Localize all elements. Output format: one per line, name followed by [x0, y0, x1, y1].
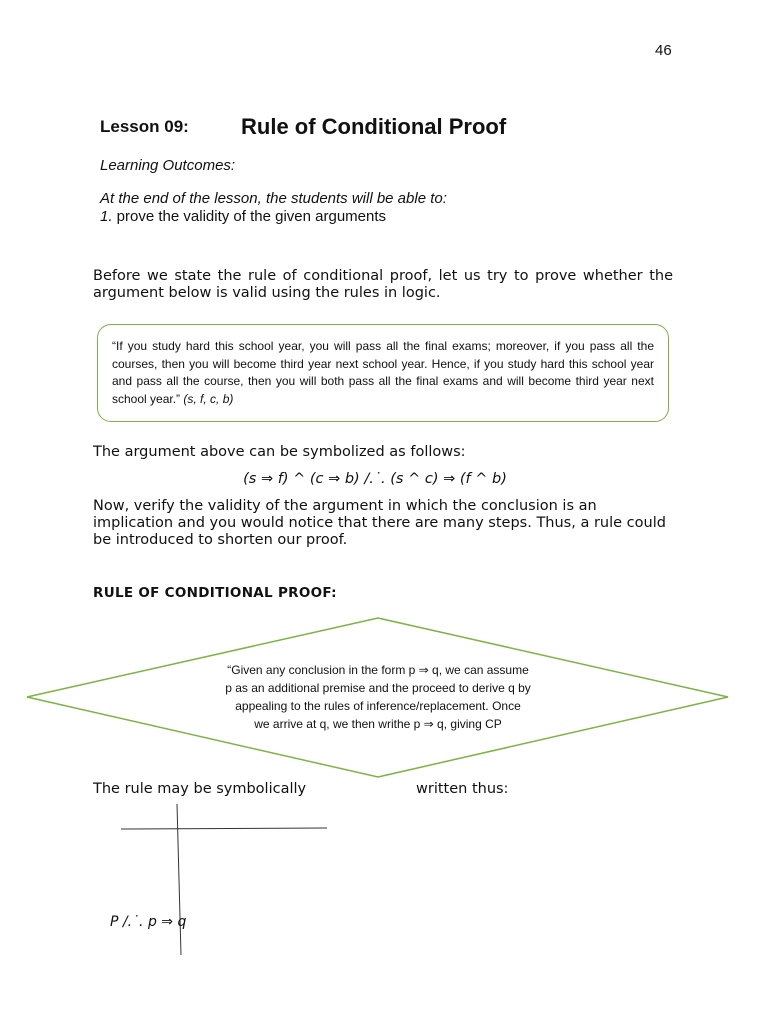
symbolic-formula	[0, 471, 768, 487]
page-number: 46	[655, 42, 672, 59]
rule-line: “Given any conclusion in the form p ⇒ q, we can assume	[227, 663, 529, 677]
learning-outcomes-heading: Learning Outcomes:	[100, 157, 236, 174]
lesson-title: Rule of Conditional Proof	[241, 114, 507, 139]
rule-heading: RULE OF CONDITIONAL PROOF:	[93, 585, 337, 601]
formula-text: (s ⇒ f) ^ (c ⇒ b) /.˙. (s ^ c) ⇒ (f ^ b)	[243, 471, 507, 487]
rule-line: p as an additional premise and the proceed to derive q by	[225, 681, 531, 695]
quote-symbols: (s, f, c, b)	[183, 391, 234, 406]
learning-outcomes-intro: At the end of the lesson, the students will be able to:	[100, 190, 447, 207]
item-text: prove the validity of the given arguments	[112, 208, 387, 225]
learning-outcome-item	[100, 208, 386, 225]
item-number: 1.	[100, 208, 113, 225]
proof-lines	[115, 800, 335, 960]
rule-symbolic-text-2: written thus:	[416, 781, 509, 797]
argument-quote-box	[97, 324, 669, 422]
argument-quote	[112, 338, 654, 408]
intro-paragraph: Before we state the rule of conditional proof, let us try to prove whether the argument below is valid using the rules in logic.	[93, 268, 673, 301]
quote-text: “If you study hard this school year, you will pass all the final exams; moreover, if you pass all the courses, then you will become third year next school year. Hence, if you study hard this school year and pass all the course, then you will both pass all the final exams and will become third year next school year.”	[112, 339, 654, 406]
rule-line: appealing to the rules of inference/replacement. Once	[235, 699, 521, 713]
symbolized-intro: The argument above can be symbolized as follows:	[93, 444, 466, 460]
lesson-label: Lesson 09:	[100, 117, 189, 136]
rule-symbolic-text-1: The rule may be symbolically	[93, 781, 307, 797]
verify-paragraph: Now, verify the validity of the argument in which the conclusion is an implication and you would notice that there are many steps. Thus, a rule could be introduced to shorten our proof.	[93, 498, 666, 548]
rule-statement	[198, 661, 558, 733]
rule-line: we arrive at q, we then writhe p ⇒ q, giving CP	[254, 717, 502, 731]
cp-conclusion: P /.˙. p ⇒ q	[110, 914, 187, 930]
